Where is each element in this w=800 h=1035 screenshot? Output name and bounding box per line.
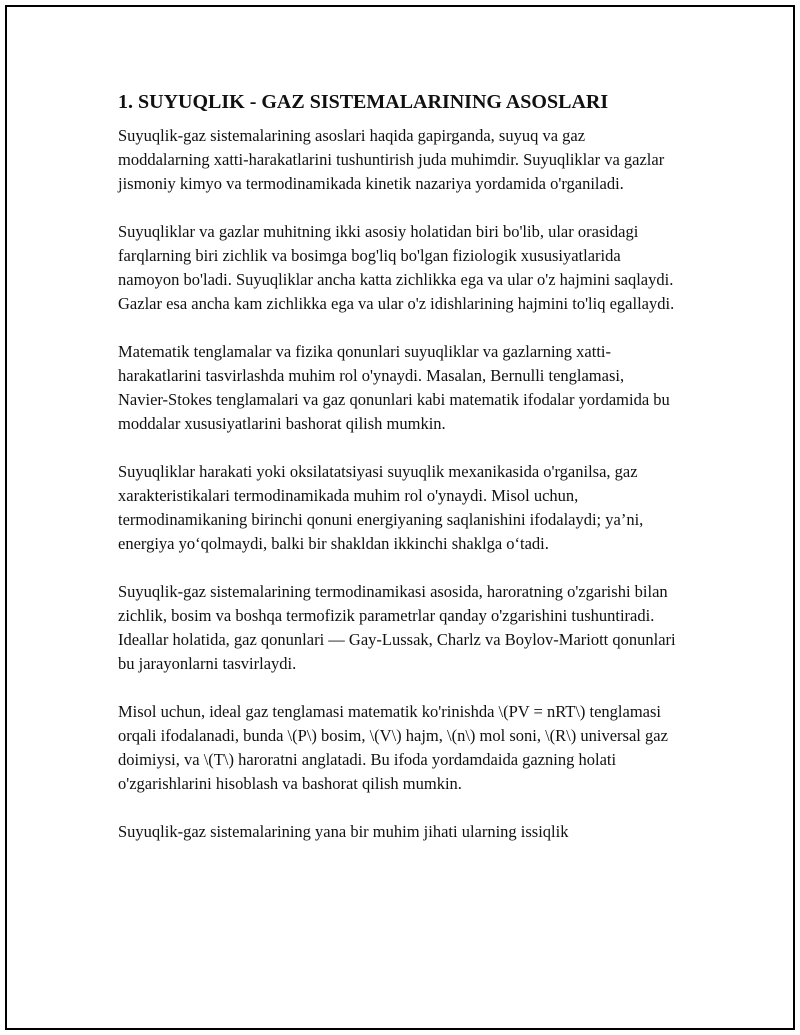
paragraph-4: Suyuqliklar harakati yoki oksilatatsiyasi suyuqlik mexanikasida o'rganilsa, gaz xarakteristikalari termodinamikada muhim rol o'ynaydi. Misol uchun, termodinamikaning birinchi qonuni energiyaning saqlanishini ifodalaydi; ya’ni, energiya yo‘qolmaydi, balki bir shakldan ikkinchi shaklga o‘tadi. (118, 462, 644, 553)
paragraph-3: Matematik tenglamalar va fizika qonunlari suyuqliklar va gazlarning xatti-harakatlarini tasvirlashda muhim rol o'ynaydi. Masalan, Bernulli tenglamasi, Navier-Stokes tenglamalari va gaz qonunlari kabi matematik ifodalar yordamida bu moddalar xususiyatlarini bashorat qilish mumkin. (118, 342, 670, 433)
paragraph-7: Suyuqlik-gaz sistemalarining yana bir muhim jihati ularning issiqlik (118, 822, 569, 841)
paragraph-2: Suyuqliklar va gazlar muhitning ikki asosiy holatidan biri bo'lib, ular orasidagi farqlarning biri zichlik va bosimga bog'liq bo'lgan fiziologik xususiyatlarida namoyon bo'ladi. Suyuqliklar ancha katta zichlikka ega va ular o'z hajmini saqlaydi. Gazlar esa ancha kam zichlikka ega va ular o'z idishlarining hajmini to'liq egallaydi. (118, 222, 675, 313)
paragraph-5: Suyuqlik-gaz sistemalarining termodinamikasi asosida, haroratning o'zgarishi bilan zichlik, bosim va boshqa termofizik parametrlar qanday o'zgarishini tushuntiradi. Ideallar holatida, gaz qonunlari — Gay-Lussak, Charlz va Boylov-Mariott qonunlari bu jarayonlarni tasvirlaydi. (118, 582, 676, 673)
paragraph-1: Suyuqlik-gaz sistemalarining asoslari haqida gapirganda, suyuq va gaz moddalarning xatti-harakatlarini tushuntirish juda muhimdir. Suyuqliklar va gazlar jismoniy kimyo va termodinamikada kinetik nazariya yordamida o'rganiladi. (118, 126, 665, 193)
document-title: 1. SUYUQLIK - GAZ SISTEMALARINING ASOSLARI (118, 91, 609, 113)
paragraph-6: Misol uchun, ideal gaz tenglamasi matematik ko'rinishda \(PV = nRT\) tenglamasi orqali ifodalanadi, bunda \(P\) bosim, \(V\) hajm, \(n\) mol soni, \(R\) universal gaz doimiysi, va \(T\) haroratni anglatadi. Bu ifoda yordamdaida gazning holati o'zgarishlarini hisoblash va bashorat qilish mumkin. (118, 702, 668, 793)
page-content (118, 90, 678, 844)
